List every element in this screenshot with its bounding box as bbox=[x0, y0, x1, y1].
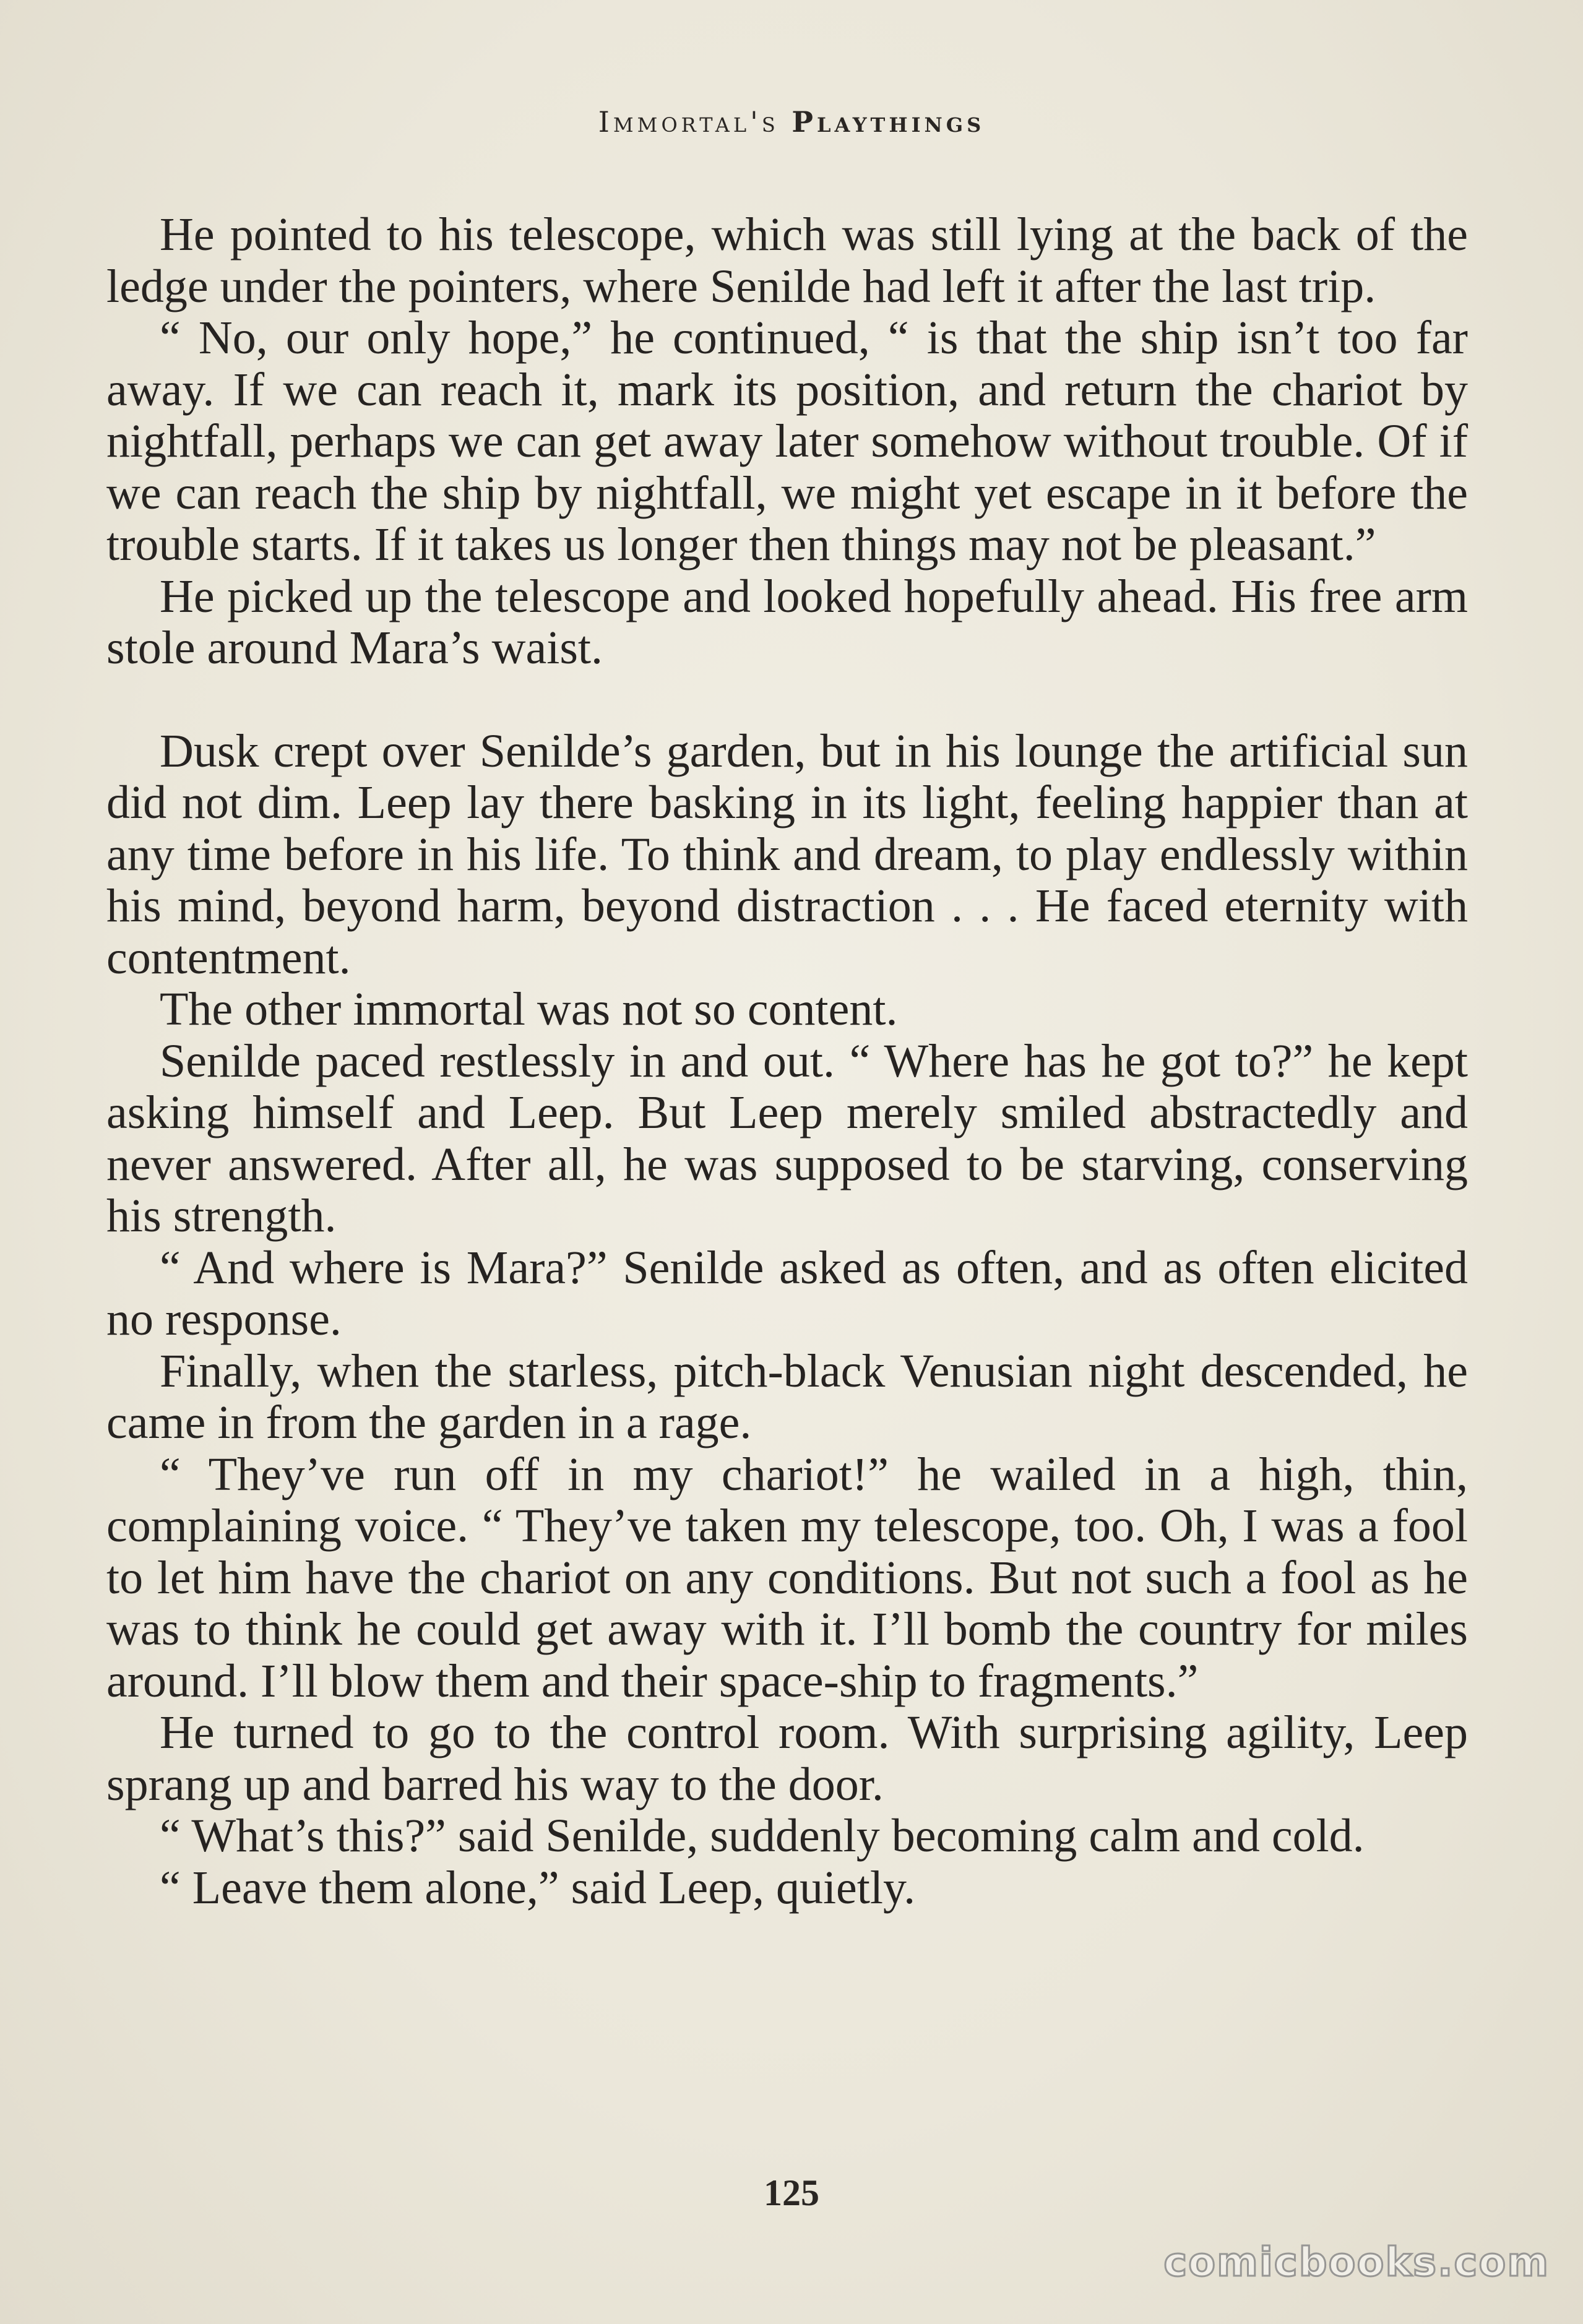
paragraph: He picked up the telescope and looked hopefully ahead. His free arm stole around Mara’s waist. bbox=[106, 570, 1468, 674]
running-head-part1: Immortal's bbox=[598, 105, 779, 139]
running-head-part2: Playthings bbox=[792, 105, 985, 139]
paragraph-section-start: Dusk crept over Senilde’s garden, but in his lounge the artificial sun did not dim. Leep lay there basking in its light, feeling happier than at any time before in his life. To think and dream, to play endlessly within his mind, beyond harm, beyond distraction . . . He faced eternity with contentment. bbox=[106, 725, 1468, 984]
watermark-logo: comicbooks.com bbox=[1163, 2240, 1550, 2286]
paragraph: “ What’s this?” said Senilde, suddenly becoming calm and cold. bbox=[160, 1810, 1365, 1862]
paragraph: “ They’ve run off in my chariot!” he wailed in a high, thin, complaining voice. “ They’ve taken my telescope, too. Oh, I was a fool to let him have the chariot on any conditions. But not such a fool as he was to think he could get away with it. I’ll bomb the country for miles around. I’ll blow them and their space-ship to fragments.” bbox=[106, 1448, 1468, 1707]
paragraph: He pointed to his telescope, which was still lying at the back of the ledge under the pointers, where Senilde had left it after the last trip. bbox=[106, 209, 1468, 312]
running-head bbox=[0, 105, 1583, 139]
paragraph: The other immortal was not so content. bbox=[160, 983, 898, 1035]
page-number: 125 bbox=[764, 2172, 819, 2213]
paragraph: Senilde paced restlessly in and out. “ Where has he got to?” he kept asking himself and Leep. But Leep merely smiled abstractedly and never answered. After all, he was supposed to be starving, conserving his strength. bbox=[106, 1035, 1468, 1242]
paragraph: “ And where is Mara?” Senilde asked as often, and as often elicited no response. bbox=[106, 1241, 1468, 1345]
paragraph: Finally, when the starless, pitch-black Venusian night descended, he came in from the garden in a rage. bbox=[106, 1345, 1468, 1448]
paragraph: “ No, our only hope,” he continued, “ is that the ship isn’t too far away. If we can reach it, mark its position, and return the chariot by nightfall, perhaps we can get away later somehow without trouble. Of if we can reach the ship by nightfall, we might yet escape in it before the trouble starts. If it takes us longer then things may not be pleasant.” bbox=[106, 312, 1468, 570]
paragraph: He turned to go to the control room. With surprising agility, Leep sprang up and barred his way to the door. bbox=[106, 1706, 1468, 1810]
paragraph: “ Leave them alone,” said Leep, quietly. bbox=[160, 1861, 916, 1914]
body-text bbox=[106, 209, 1468, 1914]
